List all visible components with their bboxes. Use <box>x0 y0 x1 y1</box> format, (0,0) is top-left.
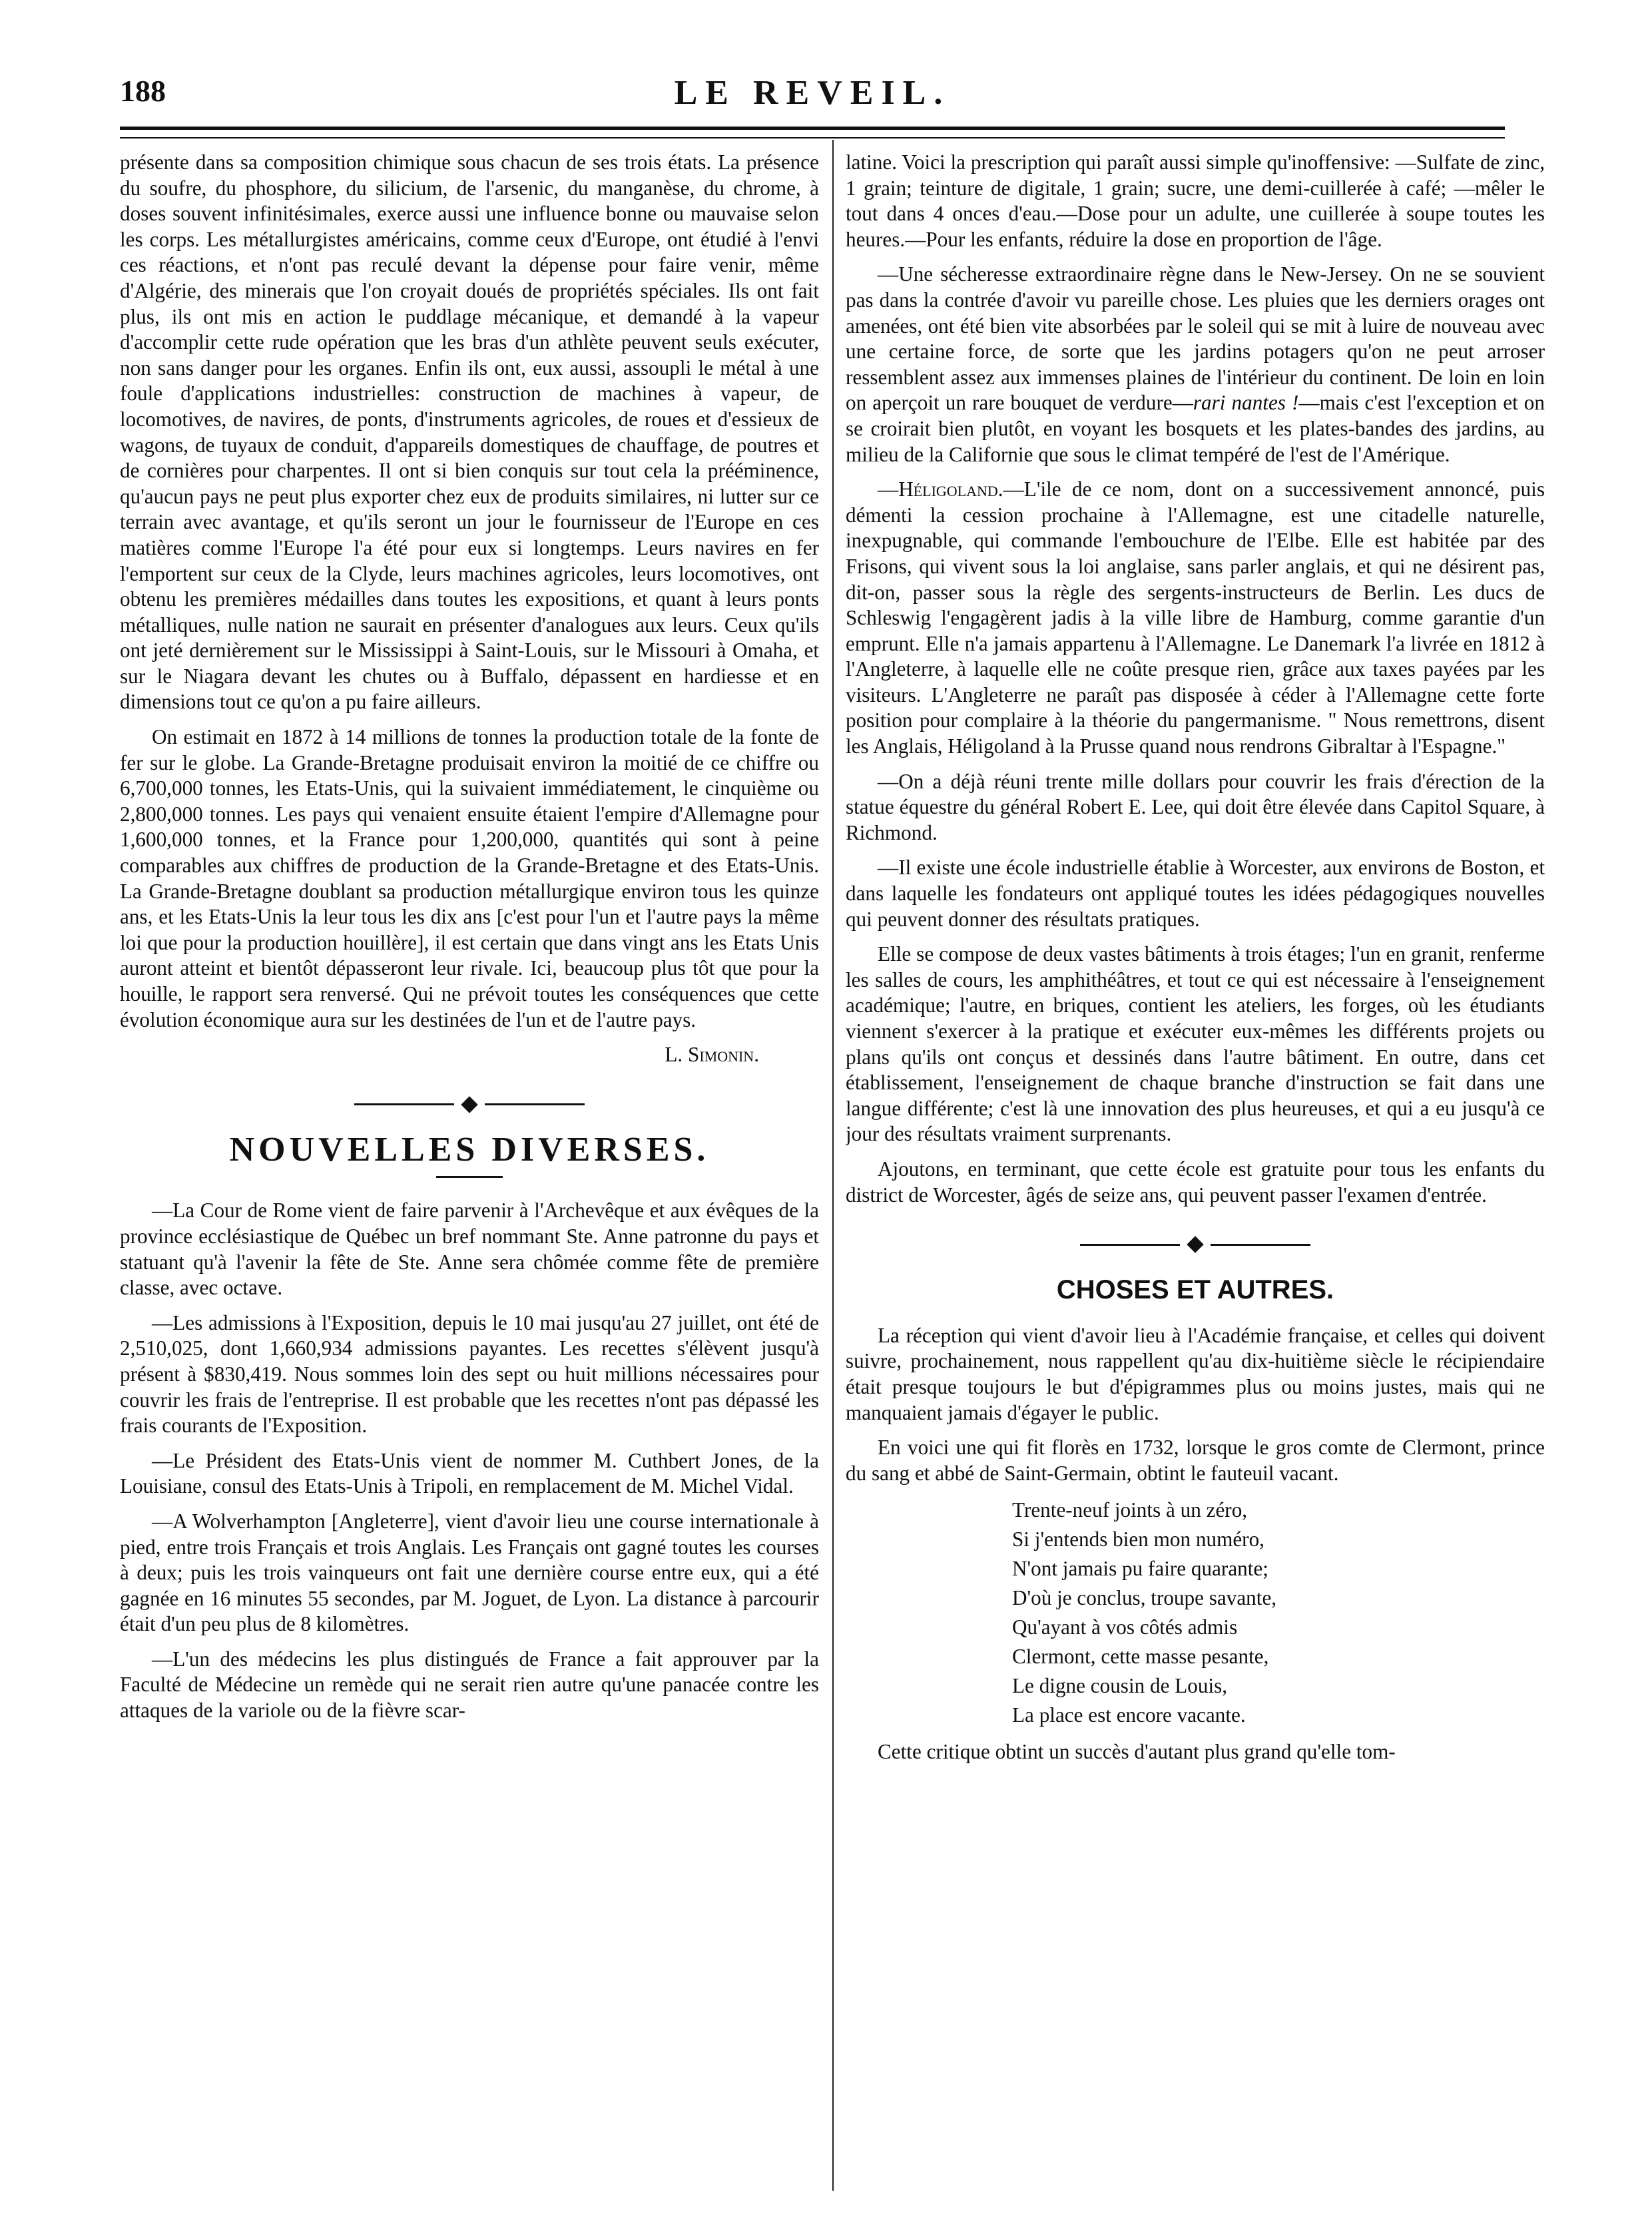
verse-line: N'ont jamais pu faire quarante; <box>1012 1557 1268 1581</box>
right-column <box>846 150 1545 2205</box>
verse-line: Trente-neuf joints à un zéro, <box>1012 1498 1248 1522</box>
news-item: —L'un des médecins les plus distingués de France a fait approuver par la Faculté de Médecine un remède qui ne serait rien autre qu'une panacée contre les attaques de la variole ou de la fièvre scar- <box>120 1647 819 1723</box>
article-paragraph: En voici une qui fit florès en 1732, lorsque le gros comte de Clermont, prince du sang et abbé de Saint-Germain, obtint le fauteuil vacant. <box>846 1436 1545 1485</box>
verse-line: Si j'entends bien mon numéro, <box>1012 1528 1264 1551</box>
page-header <box>120 73 1505 120</box>
news-lead: —Héligoland. <box>878 477 1003 501</box>
news-item: Ajoutons, en terminant, que cette école est gratuite pour tous les enfants du district de Worcester, âgés de seize ans, qui peuvent passer l'examen d'entrée. <box>846 1157 1545 1207</box>
section-ornament <box>846 1239 1545 1251</box>
running-title: LE REVEIL. <box>674 74 951 112</box>
title-rule <box>436 1176 503 1178</box>
news-item: latine. Voici la prescription qui paraît aussi simple qu'inoffensive: —Sulfate de zinc, 1 grain; teinture de digitale, 1 grain; sucre, une demi-cuillerée à café; —mêler le tout dans 4 onces d'eau.—Dose pour un adulte, une cuillerée à soupe toutes les heures.—Pour les enfants, réduire la dose en proportion de l'âge. <box>846 150 1545 251</box>
verse-line: Clermont, cette masse pesante, <box>1012 1645 1269 1669</box>
left-column <box>120 150 819 2205</box>
page-number: 188 <box>120 74 166 108</box>
news-item: —Héligoland.—L'ile de ce nom, dont on a successivement annoncé, puis démenti la cession prochaine à l'Allemagne, est une citadelle naturelle, inexpugnable, qui commande l'embouchure de l'Elbe. Elle est habitée par des Frisons, qui vivent sous la loi anglaise, sans parler anglais, et qui ne désirent pas, dit-on, passer sous la règle des sergents-instructeurs de Berlin. Les ducs de Schleswig l'engagèrent jadis à la ville libre de Hamburg, comme garantie d'un emprunt. Elle n'a jamais appartenu à l'Allemagne. Le Danemark l'a livrée en 1812 à l'Angleterre, à laquelle elle ne coûte presque rien, grâce aux taxes payées par les visiteurs. L'Angleterre ne paraît pas disposée à céder à l'Allemagne cette forte position pour complaire à la théorie du pangermanisme. " Nous remettrons, disent les Anglais, Héligoland à la Prusse quand nous rendrons Gibraltar à l'Espagne." <box>846 477 1545 758</box>
news-item: —Le Président des Etats-Unis vient de nommer M. Cuthbert Jones, de la Louisiane, consul des Etats-Unis à Tripoli, en remplacement de M. Michel Vidal. <box>120 1448 819 1498</box>
epigram-verse <box>1012 1496 1545 1730</box>
article-paragraph: La réception qui vient d'avoir lieu à l'Académie française, et celles qui doivent suivre, prochainement, nous rappellent qu'au dix-huitième siècle le récipiendaire était presque toujours le but d'épigrammes plus ou moins justes, mais qui ne manquaient jamais d'égayer le public. <box>846 1323 1545 1424</box>
section-title-nouvelles: NOUVELLES DIVERSES. <box>229 1130 710 1169</box>
verse-line: La place est encore vacante. <box>1012 1703 1246 1727</box>
verse-line: Le digne cousin de Louis, <box>1012 1674 1228 1698</box>
verse-line: D'où je conclus, troupe savante, <box>1012 1586 1277 1610</box>
news-item: —Il existe une école industrielle établie à Worcester, aux environs de Boston, et dans laquelle les fondateurs ont appliqué toutes les idées pédagogiques nouvelles qui peuvent donner des résultats pratiques. <box>846 856 1545 931</box>
news-item: —A Wolverhampton [Angleterre], vient d'avoir lieu une course internationale à pied, entre trois Français et trois Anglais. Les Français ont gagné toutes les courses à deux; puis les trois vainqueurs ont fait une dernière course entre eux, qui a été gagnée en 16 minutes 55 secondes, par M. Joguet, de Lyon. La distance à parcourir était d'un peu plus de 8 kilomètres. <box>120 1509 819 1636</box>
news-item: —Une sécheresse extraordinaire règne dans le New-Jersey. On ne se souvient pas dans la contrée d'avoir vu pareille chose. Les pluies que les derniers orages ont amenées, ont été bien vite absorbées par le soleil qui se mit à luire de nouveau avec une certaine force, de sorte que les jardins potagers qu'on ne peut arroser ressemblent assez aux immenses plaines de l'intérieur du continent. De loin en loin on aperçoit un rare bouquet de verdure—rari nantes !—mais c'est l'exception et on se croirait bien plutôt, en voyant les bosquets et les plates-bandes des jardins, au milieu de la Californie que sous le climat tempéré de l'est de l'Amérique. <box>846 262 1545 466</box>
news-item: —On a déjà réuni trente mille dollars pour couvrir les frais d'érection de la statue équestre du général Robert E. Lee, qui doit être élevée dans Capitol Square, à Richmond. <box>846 769 1545 844</box>
article-paragraph: On estimait en 1872 à 14 millions de tonnes la production totale de la fonte de fer sur le globe. La Grande-Bretagne produisait environ la moitié de ce chiffre ou 6,700,000 tonnes, les Etats-Unis, qui la suivaient immédiatement, le cinquième ou 2,800,000 tonnes. Les pays qui venaient ensuite étaient l'empire d'Allemagne pour 1,600,000 tonnes, et la France pour 1,200,000, quantités qui sont à peine comparables aux chiffres de production de la Grande-Bretagne et des Etats-Unis. La Grande-Bretagne doublant sa production métallurgique environ tous les quinze ans, et les Etats-Unis la leur tous les dix ans [c'est pour l'un et l'autre pays la même loi que pour la production houillère], il est certain que dans vingt ans les Etats Unis auront atteint et bientôt dépasseront leur rivale. Ici, beaucoup plus tôt que pour la houille, le rapport sera renversé. Qui ne prévoit toutes les conséquences que cette évolution économique aura sur les destinées de l'un et de l'autre pays. <box>120 725 819 1031</box>
news-item: —La Cour de Rome vient de faire parvenir à l'Archevêque et aux évêques de la province ecclésiastique de Québec un bref nommant Ste. Anne patronne du pays et statuant qu'à l'avenir la fête de Ste. Anne sera chômée comme fête de première classe, avec octave. <box>120 1199 819 1300</box>
article-paragraph: présente dans sa composition chimique sous chacun de ses trois états. La présence du soufre, du phosphore, du silicium, de l'arsenic, du manganèse, du chrome, à doses souvent infinitésimales, exerce aussi une influence bonne ou mauvaise selon les corps. Les métallurgistes américains, comme ceux d'Europe, ont étudié à l'envi ces réactions, et n'ont pas reculé devant la dépense pour faire venir, même d'Algérie, des minerais que l'on croyait doués de propriétés spéciales. Ils ont fait plus, ils ont mis en action le puddlage mécanique, et demandé à la vapeur d'accomplir cette rude opération que les bras d'un athlète peuvent seuls exécuter, non sans danger pour les organes. Enfin ils ont, eux aussi, assoupli le métal à une foule d'applications industrielles: construction de machines à vapeur, de locomotives, de navires, de ponts, d'instruments agricoles, de roues et d'essieux de wagons, de tuyaux de conduit, d'appareils domestiques de chauffage, de poutres et de cornières pour charpentes. Il ont si bien conquis sur tout cela la prééminence, qu'aucun pays ne peut plus exporter chez eux de produits similaires, ni lutter sur ce terrain avec avantage, et qu'ils seront un jour le fournisseur de l'Europe en ces matières comme l'Europe l'a été pour eux si longtemps. Leurs navires en fer l'emportent sur ceux de la Clyde, leurs machines agricoles, leurs locomotives, ont obtenu les premières médailles dans toutes les expositions, et quant à leurs ponts métalliques, nulle nation ne saurait en présenter d'analogues aux leurs. Ceux qu'ils ont jeté dernièrement sur le Mississippi à Saint-Louis, sur le Missouri à Omaha, et sur le Niagara devant les chutes ou à Buffalo, dépassent en hardiesse et en dimensions tout ce qu'on a pu faire ailleurs. <box>120 150 819 714</box>
latin-phrase: rari nantes ! <box>1193 391 1299 415</box>
news-item: Elle se compose de deux vastes bâtiments à trois étages; l'un en granit, renferme les salles de cours, les amphithéâtres, et tout ce qui est nécessaire à l'enseignement académique; l'autre, en briques, contient les ateliers, les forges, où les étudiants viennent s'exercer à la pratique et exécuter eux-mêmes les différents projets ou plans qu'ils ont conçus et dessinés dans l'autre bâtiment. En outre, dans cet établissement, l'enseignement de chaque branche d'instruction se fait dans une langue différente; c'est là une innovation des plus heureuses, et qui a eu jusqu'à ce jour des résultats vraiment surprenants. <box>846 942 1545 1146</box>
header-rule <box>120 127 1505 139</box>
column-divider <box>832 140 834 2191</box>
section-ornament <box>120 1099 819 1111</box>
section-title-choses: CHOSES ET AUTRES. <box>1056 1275 1334 1305</box>
verse-line: Qu'ayant à vos côtés admis <box>1012 1615 1238 1639</box>
author-signature: L. Simonin. <box>665 1043 759 1067</box>
news-item: —Les admissions à l'Exposition, depuis le 10 mai jusqu'au 27 juillet, ont été de 2,510,025, dont 1,660,934 admissions payantes. Les recettes s'élèvent jusqu'à présent à $830,419. Nous sommes loin des sept ou huit millions nécessaires pour couvrir les frais de l'entreprise. Il est probable que les recettes n'ont pas dépassé les frais courants de l'Exposition. <box>120 1310 819 1438</box>
article-paragraph: Cette critique obtint un succès d'autant plus grand qu'elle tom- <box>878 1740 1396 1764</box>
